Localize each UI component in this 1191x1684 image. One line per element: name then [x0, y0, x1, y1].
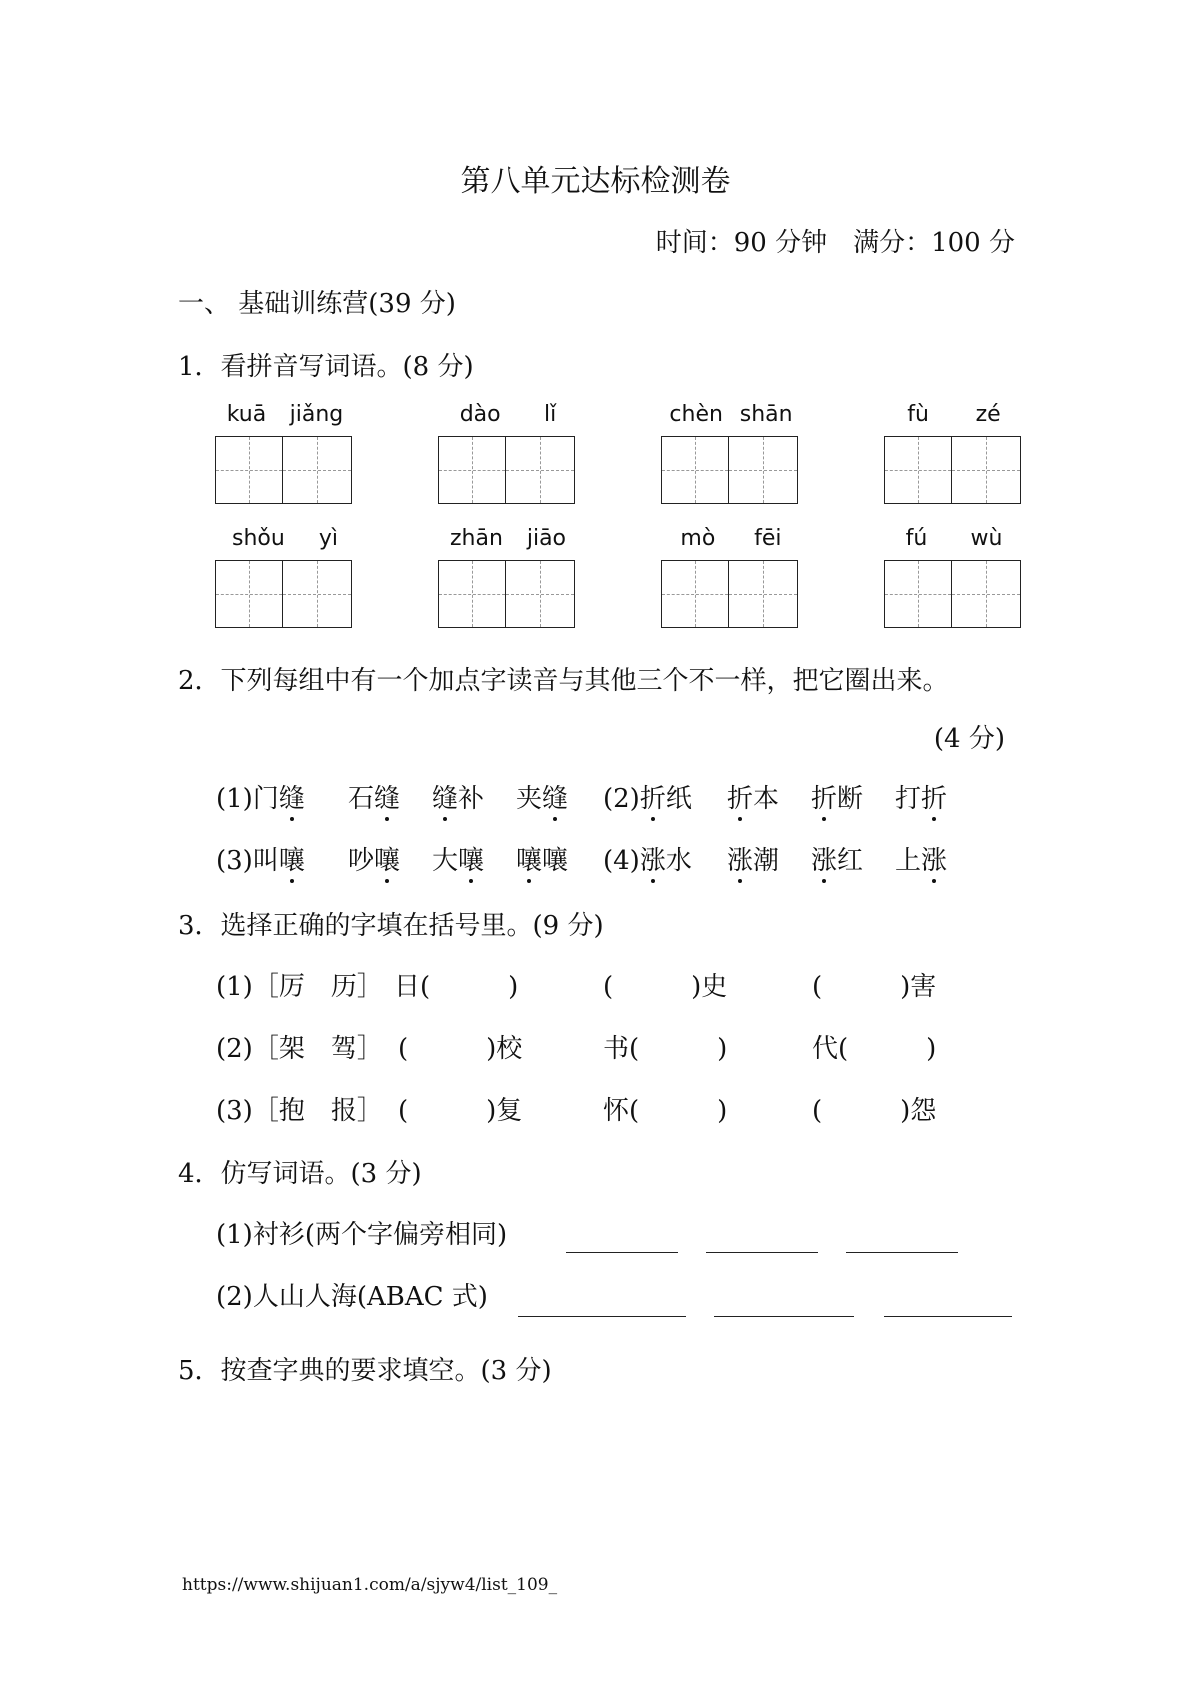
pinyin-item: fú wù [884, 524, 1024, 628]
question-5-label: 5．按查字典的要求填空。(3 分) [178, 1356, 552, 1386]
pinyin-item: chèn shān [661, 400, 801, 504]
question-2-points: (4 分) [933, 724, 1005, 754]
question-1-label: 1．看拼音写词语。(8 分) [178, 352, 474, 382]
char-choices: (3)［抱 报］ [216, 1096, 383, 1126]
answer-line[interactable] [518, 1316, 686, 1317]
question-2-label: 2．下列每组中有一个加点字读音与其他三个不一样，把它圈出来。 [178, 666, 949, 696]
page-title: 第八单元达标检测卷 [460, 164, 731, 199]
word-option[interactable]: 大嚷 [432, 840, 484, 877]
writing-box[interactable] [283, 436, 352, 504]
fill-blank[interactable]: 怀( ) [603, 1096, 728, 1126]
writing-box[interactable] [729, 560, 798, 628]
pinyin-item: fù zé [884, 400, 1024, 504]
source-url[interactable]: https://www.shijuan1.com/a/sjyw4/list_109_ [182, 1575, 558, 1595]
pinyin-item: shǒu yì [215, 524, 355, 628]
word-option[interactable]: 涨潮 [727, 840, 779, 877]
word-option[interactable]: (3)叫嚷 [216, 840, 305, 877]
word-option[interactable]: 嚷嚷 [516, 840, 568, 877]
writing-box[interactable] [438, 436, 506, 504]
word-option[interactable]: 打折 [895, 778, 947, 815]
pinyin-item: dào lǐ [438, 400, 578, 504]
word-option[interactable]: (2)折纸 [603, 778, 692, 815]
word-option[interactable]: 石缝 [348, 778, 400, 815]
fill-blank[interactable]: ( )害 [812, 972, 937, 1002]
fill-blank[interactable]: ( )怨 [812, 1096, 937, 1126]
pinyin-item: kuā jiǎng [215, 400, 355, 504]
writing-box[interactable] [729, 436, 798, 504]
writing-box[interactable] [884, 436, 952, 504]
pinyin-item: mò fēi [661, 524, 801, 628]
writing-box[interactable] [661, 560, 729, 628]
writing-box[interactable] [506, 560, 575, 628]
writing-box[interactable] [952, 436, 1021, 504]
word-option[interactable]: 涨红 [811, 840, 863, 877]
section-heading: 一、 基础训练营(39 分) [178, 289, 456, 319]
word-option[interactable]: (4)涨水 [603, 840, 692, 877]
writing-box[interactable] [283, 560, 352, 628]
word-option[interactable]: 折本 [727, 778, 779, 815]
writing-box[interactable] [215, 560, 283, 628]
writing-box[interactable] [661, 436, 729, 504]
word-option[interactable]: 折断 [811, 778, 863, 815]
word-option[interactable]: (1)门缝 [216, 778, 305, 815]
writing-box[interactable] [506, 436, 575, 504]
writing-box[interactable] [438, 560, 506, 628]
question-3-label: 3．选择正确的字填在括号里。(9 分) [178, 911, 604, 941]
fill-blank[interactable]: ( )史 [603, 972, 728, 1002]
answer-line[interactable] [706, 1252, 818, 1253]
word-option[interactable]: 上涨 [895, 840, 947, 877]
question-4-item-1: (1)衬衫(两个字偏旁相同) [216, 1220, 508, 1250]
writing-box[interactable] [952, 560, 1021, 628]
fill-blank[interactable]: 代( ) [812, 1034, 937, 1064]
answer-line[interactable] [884, 1316, 1012, 1317]
question-4-item-2: (2)人山人海(ABAC 式) [216, 1282, 488, 1312]
answer-line[interactable] [846, 1252, 958, 1253]
word-option[interactable]: 缝补 [432, 778, 484, 815]
word-option[interactable]: 吵嚷 [348, 840, 400, 877]
fill-blank[interactable]: 日( ) [394, 972, 519, 1002]
fill-blank[interactable]: ( )校 [398, 1034, 523, 1064]
exam-meta: 时间：90 分钟 满分：100 分 [655, 228, 1015, 258]
fill-blank[interactable]: ( )复 [398, 1096, 523, 1126]
writing-box[interactable] [215, 436, 283, 504]
char-choices: (1)［厉 历］ [216, 972, 383, 1002]
answer-line[interactable] [714, 1316, 854, 1317]
answer-line[interactable] [566, 1252, 678, 1253]
writing-box[interactable] [884, 560, 952, 628]
word-option[interactable]: 夹缝 [516, 778, 568, 815]
char-choices: (2)［架 驾］ [216, 1034, 383, 1064]
pinyin-item: zhān jiāo [438, 524, 578, 628]
question-4-label: 4．仿写词语。(3 分) [178, 1159, 422, 1189]
fill-blank[interactable]: 书( ) [603, 1034, 728, 1064]
